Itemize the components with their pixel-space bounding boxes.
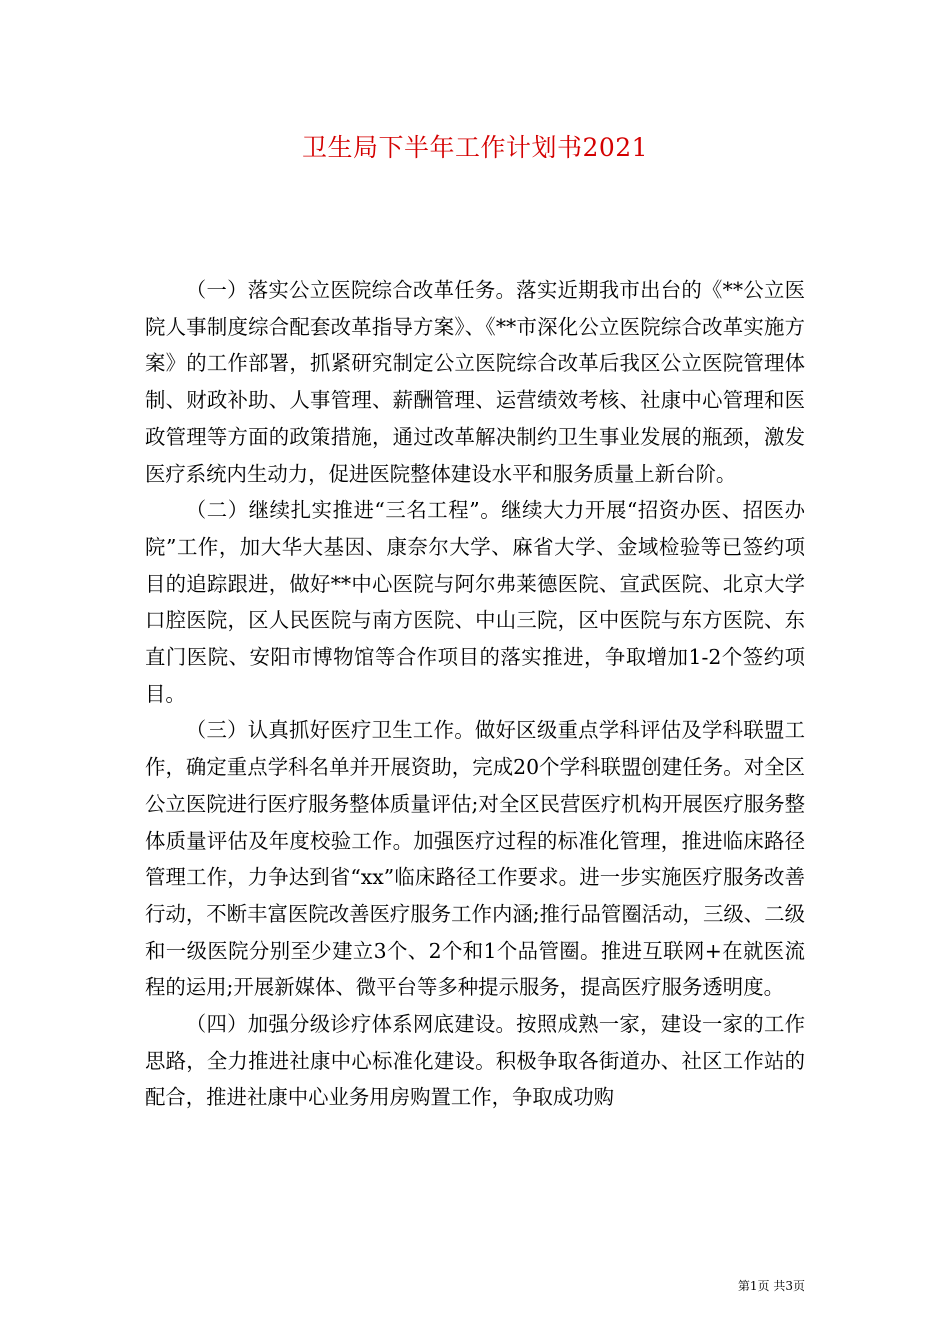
paragraph-1: （一）落实公立医院综合改革任务。落实近期我市出台的《**公立医院人事制度综合配套改革指导方案》、《**市深化公立医院综合改革实施方案》的工作部署，抓紧研究制定公立医院综合改革后我区公立医院管理体制、财政补助、人事管理、薪酬管理、运营绩效考核、社康中心管理和医政管理等方面的政策措施，通过改革解决制约卫生事业发展的瓶颈，激发医疗系统内生动力，促进医院整体建设水平和服务质量上新台阶。 xyxy=(145,278,805,486)
document-title: 卫生局下半年工作计划书2021 xyxy=(301,133,649,162)
paragraph-4: （四）加强分级诊疗体系网底建设。按照成熟一家，建设一家的工作思路，全力推进社康中心标准化建设。积极争取各街道办、社区工作站的配合，推进社康中心业务用房购置工作，争取成功购 xyxy=(145,1012,805,1110)
page-number-footer: 第1页 共3页 xyxy=(737,1279,805,1293)
paragraph-2: （二）继续扎实推进“三名工程”。继续大力开展“招资办医、招医办院”工作，加大华大基因、康奈尔大学、麻省大学、金域检验等已签约项目的追踪跟进，做好**中心医院与阿尔弗莱德医院、宣武医院、北京大学口腔医院，区人民医院与南方医院、中山三院，区中医院与东方医院、东直门医院、安阳市博物馆等合作项目的落实推进，争取增加1-2个签约项目。 xyxy=(145,498,805,706)
paragraph-3: （三）认真抓好医疗卫生工作。做好区级重点学科评估及学科联盟工作，确定重点学科名单并开展资助，完成20个学科联盟创建任务。对全区公立医院进行医疗服务整体质量评估;对全区民营医疗机构开展医疗服务整体质量评估及年度校验工作。加强医疗过程的标准化管理，推进临床路径管理工作，力争达到省“xx”临床路径工作要求。进一步实施医疗服务改善行动，不断丰富医院改善医疗服务工作内涵;推行品管圈活动，三级、二级和一级医院分别至少建立3个、2个和1个品管圈。推进互联网+在就医流程的运用;开展新媒体、微平台等多种提示服务，提高医疗服务透明度。 xyxy=(145,718,805,1000)
document-body xyxy=(145,272,805,1116)
